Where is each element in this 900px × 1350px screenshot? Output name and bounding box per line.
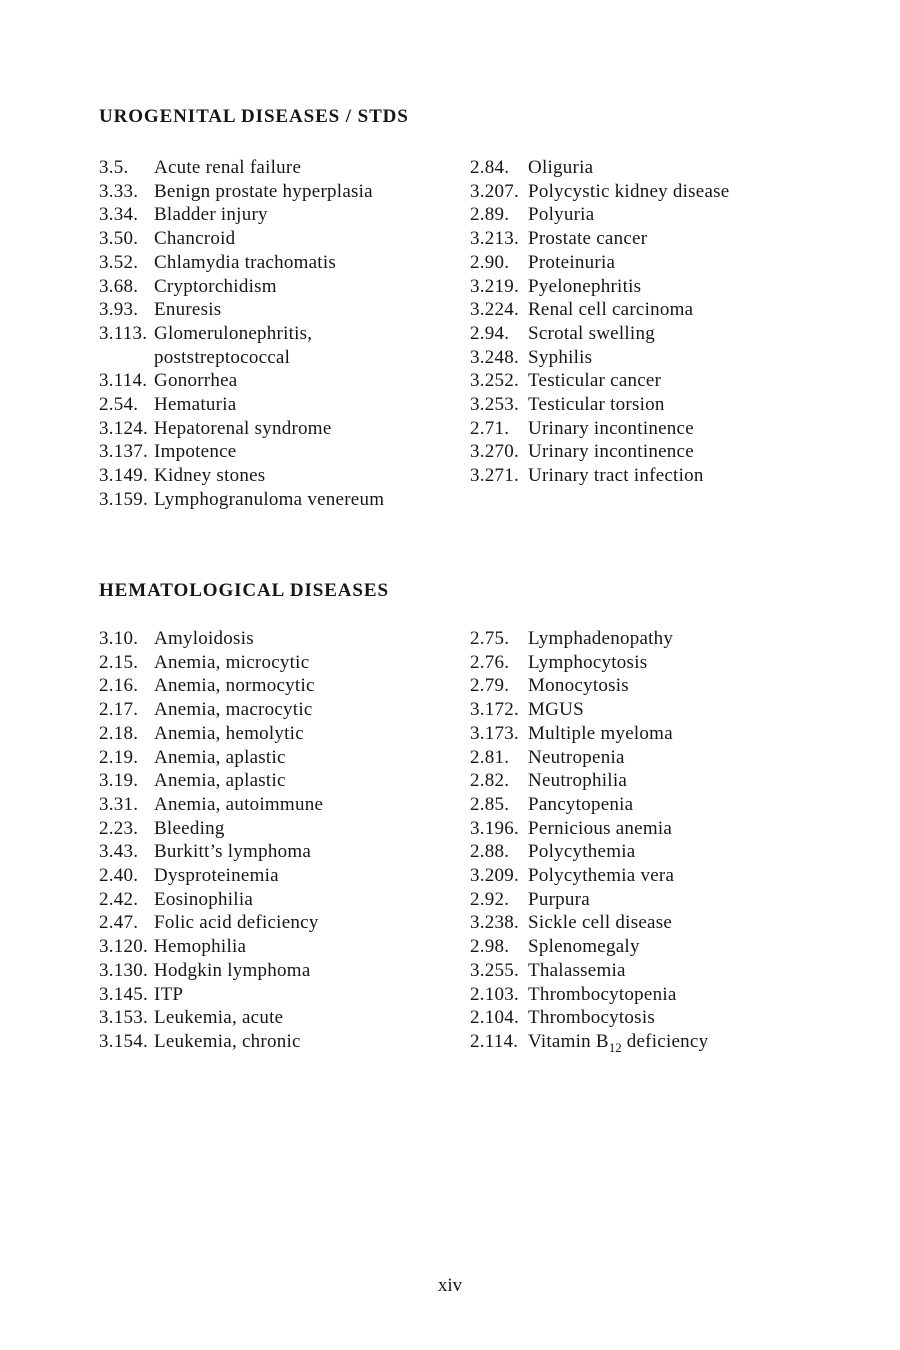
entry-label <box>528 746 625 770</box>
entry-number: 3.159. <box>99 488 148 510</box>
index-entry <box>470 203 730 227</box>
entry-label <box>528 156 593 180</box>
entry-number: 3.238. <box>470 912 519 934</box>
entry-label-text: Scrotal swelling <box>528 322 655 344</box>
entry-label <box>528 864 674 888</box>
entry-label-text: Thalassemia <box>528 959 626 981</box>
index-entry <box>470 651 708 675</box>
entry-label-text: Neutrophilia <box>528 770 628 792</box>
entry-number: 2.81. <box>470 746 510 768</box>
index-entry <box>99 698 323 722</box>
entry-number: 3.270. <box>470 441 519 463</box>
entry-label <box>154 369 238 393</box>
hematological-right-column <box>470 627 708 1054</box>
entry-label <box>528 275 641 299</box>
entry-number: 3.153. <box>99 1007 148 1029</box>
index-entry <box>470 769 708 793</box>
entry-label <box>154 959 311 983</box>
section-title-urogenital: UROGENITAL DISEASES / STDS <box>99 106 409 127</box>
urogenital-right-column <box>470 156 730 488</box>
entry-number: 3.137. <box>99 441 148 463</box>
index-entry <box>99 817 323 841</box>
entry-label-text: Polyuria <box>528 204 595 226</box>
entry-label <box>154 746 286 770</box>
entry-label-text: Prostate cancer <box>528 228 648 250</box>
index-entry <box>470 417 730 441</box>
entry-label-text: Anemia, normocytic <box>154 675 315 697</box>
index-entry <box>99 180 384 204</box>
entry-number: 3.52. <box>99 251 139 273</box>
index-entry <box>99 722 323 746</box>
entry-number: 2.71. <box>470 417 510 439</box>
entry-label <box>154 911 319 935</box>
index-entry <box>470 156 730 180</box>
entry-label-text: Lymphogranuloma venereum <box>154 488 385 510</box>
index-entry <box>470 393 730 417</box>
index-entry <box>470 440 730 464</box>
index-entry <box>470 251 730 275</box>
entry-number: 3.207. <box>470 180 519 202</box>
entry-label-text: Burkitt’s lymphoma <box>154 841 312 863</box>
entry-number: 2.17. <box>99 699 139 721</box>
entry-label-text: Anemia, microcytic <box>154 651 310 673</box>
entry-label-text: Hepatorenal syndrome <box>154 417 332 439</box>
index-entry <box>99 227 384 251</box>
entry-label <box>528 983 677 1007</box>
entry-label-text: Kidney stones <box>154 465 266 487</box>
entry-label-text: Anemia, macrocytic <box>154 699 313 721</box>
entry-label-text: Anemia, autoimmune <box>154 793 324 815</box>
entry-label <box>154 864 279 888</box>
entry-number: 3.253. <box>470 394 519 416</box>
entry-label-text: Dysproteinemia <box>154 865 279 887</box>
entry-label <box>528 417 694 441</box>
index-entry <box>470 911 708 935</box>
index-entry <box>470 864 708 888</box>
entry-label-text: Hematuria <box>154 394 237 416</box>
index-entry <box>470 983 708 1007</box>
index-entry <box>99 935 323 959</box>
entry-label <box>528 959 626 983</box>
entry-label-text: Sickle cell disease <box>528 912 673 934</box>
index-entry <box>99 983 323 1007</box>
entry-label <box>154 674 315 698</box>
entry-label-text: Urinary incontinence <box>528 417 694 439</box>
entry-number: 2.84. <box>470 157 510 178</box>
entry-label-text: Bladder injury <box>154 204 268 226</box>
entry-number: 2.88. <box>470 841 510 863</box>
entry-number: 3.124. <box>99 417 148 439</box>
entry-label <box>528 817 672 841</box>
index-entry <box>470 1030 708 1054</box>
entry-number: 2.76. <box>470 651 510 673</box>
entry-number: 2.90. <box>470 251 510 273</box>
entry-label <box>528 674 629 698</box>
entry-number: 3.149. <box>99 465 148 487</box>
index-entry <box>99 769 323 793</box>
index-entry <box>99 627 323 651</box>
index-entry <box>99 488 384 512</box>
entry-label-text: Renal cell carcinoma <box>528 299 694 321</box>
entry-number: 3.120. <box>99 936 148 958</box>
entry-label <box>528 888 590 912</box>
section-title-hematological: HEMATOLOGICAL DISEASES <box>99 580 389 601</box>
index-entry <box>470 298 730 322</box>
entry-label-text: Testicular cancer <box>528 370 662 392</box>
entry-number: 3.68. <box>99 275 139 297</box>
entry-label-text: ITP <box>154 983 184 1005</box>
entry-label <box>528 369 661 393</box>
entry-number: 2.15. <box>99 651 139 673</box>
entry-number: 2.54. <box>99 394 139 416</box>
index-entry <box>99 369 384 393</box>
entry-label <box>154 275 277 299</box>
urogenital-left-column <box>99 156 384 512</box>
entry-label-text: Benign prostate hyperplasia <box>154 180 373 202</box>
entry-label <box>154 417 332 441</box>
entry-label <box>528 840 635 864</box>
entry-label <box>154 1030 301 1054</box>
entry-label-text: Thrombocytopenia <box>528 983 677 1005</box>
entry-number: 3.224. <box>470 299 519 321</box>
entry-label <box>154 156 301 180</box>
entry-label <box>528 203 594 227</box>
index-entry <box>99 746 323 770</box>
index-entry <box>99 888 323 912</box>
entry-number: 2.40. <box>99 865 139 887</box>
entry-label-text: Lymphadenopathy <box>528 628 674 649</box>
entry-label <box>154 817 225 841</box>
entry-number: 2.85. <box>470 793 510 815</box>
entry-number: 3.145. <box>99 983 148 1005</box>
entry-number: 3.50. <box>99 228 139 250</box>
entry-number: 3.114. <box>99 370 148 392</box>
entry-label <box>154 651 309 675</box>
entry-label-text: Vitamin B <box>528 1030 609 1052</box>
entry-label-text: Syphilis <box>528 346 593 368</box>
entry-label-text: Polycythemia vera <box>528 865 675 887</box>
entry-label-text: Oliguria <box>528 157 594 178</box>
entry-label-text: Chancroid <box>154 228 236 250</box>
index-entry <box>99 864 323 888</box>
entry-label-text: Pyelonephritis <box>528 275 642 297</box>
entry-label <box>154 793 323 817</box>
entry-number: 3.196. <box>470 817 519 839</box>
entry-label <box>154 298 221 322</box>
entry-label-text: Hemophilia <box>154 936 247 958</box>
entry-label-text: Folic acid deficiency <box>154 912 319 934</box>
entry-label-suffix: deficiency <box>621 1030 709 1052</box>
entry-number: 3.33. <box>99 180 139 202</box>
index-entry <box>99 840 323 864</box>
entry-label-text: Pancytopenia <box>528 793 634 815</box>
entry-number: 2.94. <box>470 322 510 344</box>
index-entry <box>99 1006 323 1030</box>
index-entry <box>470 674 708 698</box>
entry-label <box>528 251 615 275</box>
entry-number: 2.79. <box>470 675 510 697</box>
entry-label <box>154 393 236 417</box>
entry-label-text: Glomerulonephritis, <box>154 322 313 344</box>
entry-label <box>154 227 235 251</box>
index-entry <box>99 959 323 983</box>
entry-label <box>528 1006 655 1030</box>
entry-label <box>154 888 253 912</box>
entry-number: 2.89. <box>470 204 510 226</box>
index-entry <box>470 275 730 299</box>
entry-label-continuation: poststreptococcal <box>154 346 291 368</box>
entry-label-text: Anemia, aplastic <box>154 746 286 768</box>
entry-label <box>154 722 304 746</box>
index-entry <box>99 251 384 275</box>
entry-label <box>154 440 236 464</box>
entry-label <box>154 1006 283 1030</box>
entry-number: 2.23. <box>99 817 139 839</box>
entry-label-text: Urinary incontinence <box>528 441 694 463</box>
index-entry <box>470 322 730 346</box>
index-entry <box>99 275 384 299</box>
entry-number: 3.209. <box>470 865 519 887</box>
entry-label-text: Polycystic kidney disease <box>528 180 730 202</box>
entry-label-text: Testicular torsion <box>528 394 665 416</box>
entry-number: 3.93. <box>99 299 139 321</box>
entry-label <box>154 488 384 512</box>
index-entry <box>470 888 708 912</box>
entry-label <box>528 440 694 464</box>
entry-label <box>528 911 672 935</box>
entry-label <box>528 180 730 204</box>
entry-number: 2.42. <box>99 888 139 910</box>
entry-label-text: Amyloidosis <box>154 628 254 649</box>
entry-number: 2.18. <box>99 722 139 744</box>
entry-label <box>154 322 312 369</box>
entry-label <box>528 346 592 370</box>
entry-label <box>528 227 647 251</box>
entry-label-text: Neutropenia <box>528 746 625 768</box>
entry-number: 3.10. <box>99 628 139 649</box>
entry-number: 2.92. <box>470 888 510 910</box>
entry-label-text: Leukemia, acute <box>154 1007 284 1029</box>
entry-number: 2.98. <box>470 936 510 958</box>
index-entry <box>99 793 323 817</box>
entry-label <box>528 627 673 651</box>
entry-label-text: Lymphocytosis <box>528 651 648 673</box>
entry-number: 2.16. <box>99 675 139 697</box>
entry-label <box>154 464 265 488</box>
entry-label-text: Bleeding <box>154 817 225 839</box>
entry-label <box>528 651 647 675</box>
entry-number: 3.213. <box>470 228 519 250</box>
entry-label <box>154 627 254 651</box>
entry-number: 2.19. <box>99 746 139 768</box>
index-entry <box>470 180 730 204</box>
index-entry <box>99 322 384 369</box>
index-entry <box>99 1030 323 1054</box>
entry-label-text: Purpura <box>528 888 590 910</box>
entry-label-text: Gonorrhea <box>154 370 238 392</box>
entry-number: 3.34. <box>99 204 139 226</box>
entry-label <box>154 840 311 864</box>
index-entry <box>470 840 708 864</box>
entry-label <box>528 769 627 793</box>
entry-label-text: Impotence <box>154 441 237 463</box>
page-number: xiv <box>437 1275 463 1296</box>
index-entry <box>99 651 323 675</box>
entry-label <box>528 464 704 488</box>
index-entry <box>99 440 384 464</box>
entry-label <box>154 251 336 275</box>
entry-label <box>528 698 584 722</box>
entry-label-text: Polycythemia <box>528 841 636 863</box>
index-entry <box>470 227 730 251</box>
entry-label-text: Anemia, hemolytic <box>154 722 304 744</box>
entry-label <box>528 793 633 817</box>
entry-number: 2.47. <box>99 912 139 934</box>
index-entry <box>470 722 708 746</box>
entry-number: 3.31. <box>99 793 139 815</box>
entry-number: 3.248. <box>470 346 519 368</box>
entry-number: 3.113. <box>99 322 148 344</box>
entry-number: 3.219. <box>470 275 519 297</box>
entry-number: 3.255. <box>470 959 519 981</box>
entry-label <box>154 180 373 204</box>
entry-label-text: Multiple myeloma <box>528 722 673 744</box>
index-entry <box>99 298 384 322</box>
entry-label <box>528 393 665 417</box>
entry-label-text: Chlamydia trachomatis <box>154 251 337 273</box>
entry-number: 2.104. <box>470 1007 519 1029</box>
index-entry <box>99 203 384 227</box>
entry-number: 2.75. <box>470 628 510 649</box>
entry-label-text: Thrombocytosis <box>528 1007 655 1029</box>
index-entry <box>470 627 708 651</box>
index-entry <box>470 793 708 817</box>
entry-label-text: Splenomegaly <box>528 936 640 958</box>
entry-label <box>154 698 313 722</box>
index-entry <box>470 817 708 841</box>
entry-label <box>528 298 693 322</box>
hematological-left-column <box>99 627 323 1054</box>
entry-label <box>154 769 286 793</box>
entry-label-text: Enuresis <box>154 299 222 321</box>
entry-number: 3.154. <box>99 1030 148 1052</box>
index-entry <box>99 393 384 417</box>
entry-number: 3.271. <box>470 465 519 487</box>
entry-label-text: MGUS <box>528 699 584 721</box>
entry-label-text: Hodgkin lymphoma <box>154 959 311 981</box>
index-entry <box>470 369 730 393</box>
entry-label-text: Urinary tract infection <box>528 465 704 487</box>
entry-label <box>528 722 673 746</box>
index-entry <box>470 935 708 959</box>
index-entry <box>99 911 323 935</box>
entry-label-subscript: 12 <box>608 1039 622 1055</box>
entry-label <box>154 983 183 1007</box>
index-entry <box>470 698 708 722</box>
index-entry <box>470 346 730 370</box>
entry-label-text: Leukemia, chronic <box>154 1030 301 1052</box>
index-entry <box>470 746 708 770</box>
entry-label-text: Monocytosis <box>528 675 629 697</box>
index-entry <box>99 464 384 488</box>
entry-number: 3.172. <box>470 699 519 721</box>
entry-number: 2.114. <box>470 1030 519 1052</box>
entry-label-text: Proteinuria <box>528 251 616 273</box>
entry-label-text: Cryptorchidism <box>154 275 277 297</box>
index-entry <box>99 674 323 698</box>
entry-number: 3.252. <box>470 370 519 392</box>
entry-label <box>154 203 268 227</box>
index-entry <box>99 417 384 441</box>
entry-label-text: Anemia, aplastic <box>154 770 286 792</box>
index-entry <box>470 1006 708 1030</box>
entry-number: 3.130. <box>99 959 148 981</box>
entry-label <box>528 322 655 346</box>
entry-label-text: Pernicious anemia <box>528 817 673 839</box>
entry-label <box>154 935 246 959</box>
entry-label-text: Eosinophilia <box>154 888 254 910</box>
index-entry <box>99 156 384 180</box>
entry-number: 3.5. <box>99 157 129 178</box>
index-entry <box>470 959 708 983</box>
entry-number: 2.103. <box>470 983 519 1005</box>
entry-number: 3.173. <box>470 722 519 744</box>
entry-label <box>528 1030 708 1054</box>
entry-number: 3.19. <box>99 770 139 792</box>
entry-number: 3.43. <box>99 841 139 863</box>
entry-number: 2.82. <box>470 770 510 792</box>
entry-label <box>528 935 640 959</box>
entry-label-text: Acute renal failure <box>154 157 302 178</box>
index-entry <box>470 464 730 488</box>
